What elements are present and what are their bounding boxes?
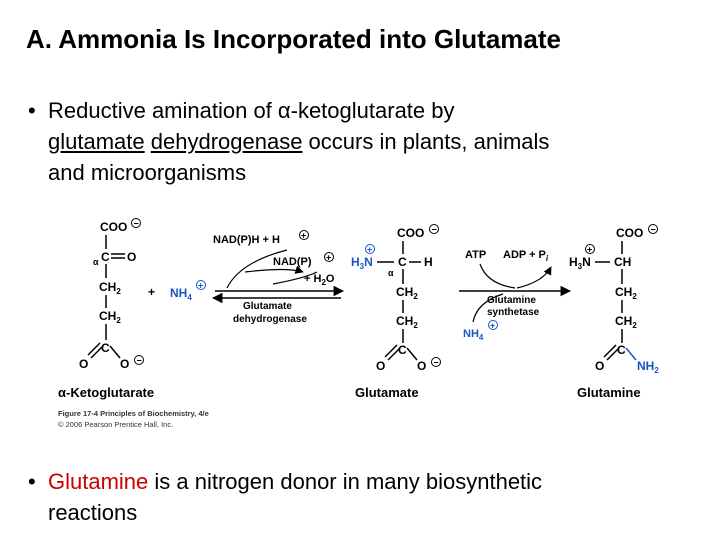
nadph-h-label: NAD(P)H + H [213, 234, 280, 246]
nh4-reactant: $NH_4$ [170, 286, 192, 302]
gdh-reaction-arrow [213, 231, 343, 326]
figure-caption-line2: © 2006 Pearson Prentice Hall, Inc. [58, 420, 174, 429]
gln-amide-o: O [595, 359, 605, 373]
gln-nh2-label: $NH_2$ [637, 359, 659, 375]
glu-alpha-label: α [388, 268, 394, 278]
gs-label-line2: synthetase [487, 307, 540, 318]
figure-caption-line1: Figure 17-4 Principles of Biochemistry, 4/e [58, 409, 209, 418]
bullet1-prefix: Reductive amination of [48, 98, 278, 123]
gln-ch-label: CH [614, 255, 632, 269]
gln-c-label: C [617, 343, 626, 357]
bullet-dot: • [28, 469, 36, 494]
gs-reaction-arrow [459, 249, 570, 342]
gln-c-n-bond [626, 348, 636, 360]
gln-ch2-1: $CH_2$ [615, 285, 637, 301]
akg-ch2-2: $CH_2$ [99, 309, 121, 325]
water-label: + $H_2O$ [304, 273, 335, 287]
term-glutamate: glutamate [48, 129, 145, 154]
akg-c-label: C [101, 250, 110, 264]
bullet-text [48, 466, 708, 528]
glu-carboxyl-o2: O [417, 359, 427, 373]
nh4-charge-plus: + [198, 280, 204, 291]
atp-label: ATP [465, 249, 487, 261]
gln-amide-double-2 [604, 345, 616, 357]
glutamine-structure [569, 225, 659, 401]
gdh-label-line2: dehydrogenase [233, 314, 307, 325]
nadp-label: NAD(P) [273, 256, 312, 268]
bullet1-rest2: occurs in plants, animals [302, 129, 550, 154]
bullet1-line3: and microorganisms [48, 160, 247, 185]
bullet2-rest: is a nitrogen donor in many biosynthetic [148, 469, 543, 494]
gln-coo-label: COO [616, 226, 644, 240]
gln-nh3-charge-plus: + [587, 244, 593, 255]
akg-o-label: O [127, 250, 137, 264]
bullet2-line2: reactions [48, 500, 138, 525]
nh4-gs-charge-plus: + [490, 320, 496, 331]
gln-h3n-label: $H_3N$ [569, 255, 591, 271]
plus-sign: + [148, 285, 156, 299]
glu-h3n-label: $H_3N$ [351, 255, 373, 271]
alpha-symbol: α [277, 98, 291, 123]
glu-c-label: C [398, 343, 407, 357]
slide-title: A. Ammonia Is Incorporated into Glutamate [26, 24, 561, 54]
term-glutamine-highlight: Glutamine [48, 469, 149, 494]
bullet-dot: • [28, 98, 36, 123]
h-charge-plus: + [301, 230, 307, 241]
adp-curve [517, 267, 551, 288]
glu-charge-minus-2: − [433, 357, 439, 368]
bullet1-rest1: -ketoglutarate by [290, 98, 455, 123]
glu-coo-label: COO [397, 226, 425, 240]
alpha-ketoglutarate-structure [58, 219, 154, 401]
akg-carboxyl-o2: O [120, 357, 130, 371]
akg-coo-label: COO [100, 220, 128, 234]
gln-ch2-2: $CH_2$ [615, 314, 637, 330]
akg-alpha-label: α [93, 257, 99, 267]
term-dehydrogenase: dehydrogenase [150, 129, 303, 154]
akg-carboxyl-double-2 [88, 343, 100, 355]
glu-charge-minus: − [431, 224, 437, 235]
nh4-gs-label: $NH_4$ [463, 328, 484, 342]
glu-alpha-c-label: C [398, 255, 407, 269]
glu-carboxyl-o1: O [376, 359, 386, 373]
nadp-curve [245, 270, 303, 273]
akg-carboxyl-o1: O [79, 357, 89, 371]
label-glutamine: Glutamine [577, 385, 641, 400]
label-glutamate: Glutamate [355, 385, 419, 400]
nadp-charge-plus: + [326, 252, 332, 263]
glu-ch2-2: $CH_2$ [396, 314, 418, 330]
glutamate-structure [351, 225, 441, 401]
atp-curve [480, 264, 515, 288]
glu-nh3-charge-plus: + [367, 244, 373, 255]
akg-ch2-1: $CH_2$ [99, 280, 121, 296]
glu-carboxyl-single [407, 348, 417, 360]
adp-pi-label: ADP + $P_i$ [503, 249, 549, 263]
glu-h-label: H [424, 255, 433, 269]
akg-carboxyl-single [110, 346, 120, 358]
glu-ch2-1: $CH_2$ [396, 285, 418, 301]
gdh-label-line1: Glutamate [243, 301, 292, 312]
glutamate-glutamine-diagram [55, 212, 685, 407]
akg-c2-label: C [101, 341, 110, 355]
gln-charge-minus: − [650, 224, 656, 235]
glu-carboxyl-double-2 [385, 345, 397, 357]
gs-label-line1: Glutamine [487, 295, 536, 306]
akg-charge-minus: − [133, 218, 139, 229]
label-alpha-ketoglutarate: α-Ketoglutarate [58, 385, 155, 400]
bullet-text [48, 95, 708, 188]
akg-charge-minus-2: − [136, 355, 142, 366]
